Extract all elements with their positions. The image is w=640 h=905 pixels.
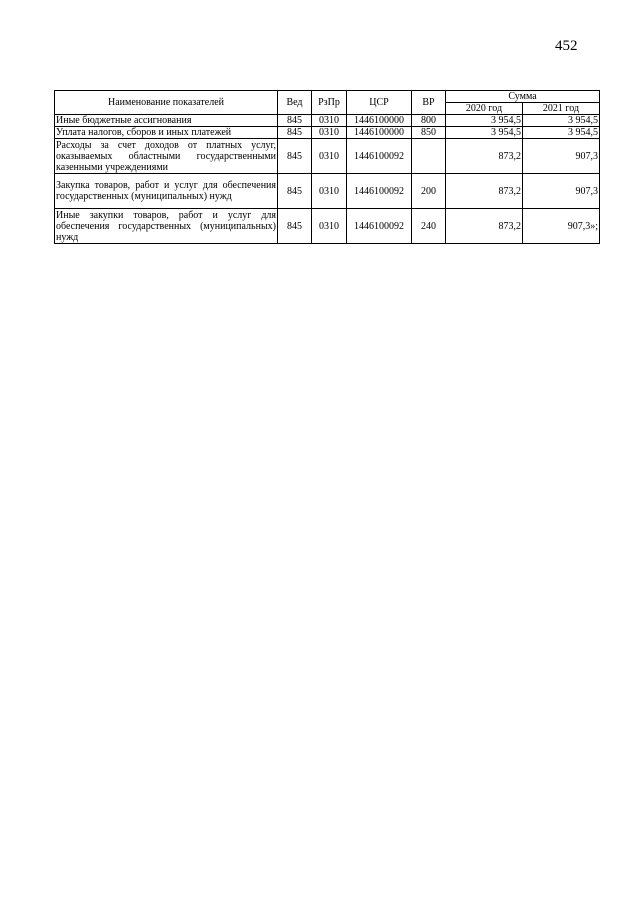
row-name: Расходы за счет доходов от платных услуг, оказываемых областными государственными казенными учреждениями bbox=[56, 139, 276, 173]
row-sum-2020: 3 954,5 bbox=[446, 115, 523, 127]
row-sum-2020: 873,2 bbox=[446, 174, 523, 209]
row-ved: 845 bbox=[278, 127, 312, 139]
row-name: Иные бюджетные ассигнования bbox=[55, 115, 278, 127]
row-vr: 200 bbox=[412, 174, 446, 209]
row-rzpr: 0310 bbox=[312, 127, 347, 139]
header-csr: ЦСР bbox=[347, 91, 412, 115]
header-sum: Сумма bbox=[446, 91, 600, 103]
row-ved: 845 bbox=[278, 139, 312, 174]
row-vr bbox=[412, 139, 446, 174]
row-sum-2021: 907,3»; bbox=[523, 209, 600, 244]
row-csr: 1446100092 bbox=[347, 174, 412, 209]
row-rzpr: 0310 bbox=[312, 139, 347, 174]
header-name: Наименование показателей bbox=[55, 91, 278, 115]
header-ved: Вед bbox=[278, 91, 312, 115]
row-csr: 1446100000 bbox=[347, 115, 412, 127]
header-row bbox=[55, 91, 600, 103]
row-vr: 850 bbox=[412, 127, 446, 139]
page-number: 452 bbox=[555, 38, 578, 54]
row-vr: 240 bbox=[412, 209, 446, 244]
header-rzpr: РзПр bbox=[312, 91, 347, 115]
header-year-2021: 2021 год bbox=[523, 103, 600, 115]
row-sum-2020: 3 954,5 bbox=[446, 127, 523, 139]
row-sum-2021: 907,3 bbox=[523, 174, 600, 209]
table-row bbox=[55, 115, 600, 127]
table-row bbox=[55, 209, 600, 244]
row-name: Закупка товаров, работ и услуг для обеспечения государственных (муниципальных) нужд bbox=[55, 174, 278, 209]
row-ved: 845 bbox=[278, 115, 312, 127]
row-csr: 1446100092 bbox=[347, 209, 412, 244]
row-rzpr: 0310 bbox=[312, 209, 347, 244]
table-row bbox=[55, 127, 600, 139]
header-year-2020: 2020 год bbox=[446, 103, 523, 115]
header-vr: ВР bbox=[412, 91, 446, 115]
row-name: Иные закупки товаров, работ и услуг для обеспечения государственных (муниципальных) нужд bbox=[56, 209, 276, 243]
row-sum-2021: 3 954,5 bbox=[523, 115, 600, 127]
row-ved: 845 bbox=[278, 209, 312, 244]
row-csr: 1446100092 bbox=[347, 139, 412, 174]
row-name: Уплата налогов, сборов и иных платежей bbox=[55, 127, 278, 139]
table-row bbox=[55, 139, 600, 174]
row-sum-2021: 907,3 bbox=[523, 139, 600, 174]
row-rzpr: 0310 bbox=[312, 115, 347, 127]
row-sum-2020: 873,2 bbox=[446, 139, 523, 174]
row-sum-2020: 873,2 bbox=[446, 209, 523, 244]
row-ved: 845 bbox=[278, 174, 312, 209]
row-vr: 800 bbox=[412, 115, 446, 127]
row-sum-2021: 3 954,5 bbox=[523, 127, 600, 139]
budget-table bbox=[54, 90, 600, 244]
row-rzpr: 0310 bbox=[312, 174, 347, 209]
row-csr: 1446100000 bbox=[347, 127, 412, 139]
table-row bbox=[55, 174, 600, 209]
